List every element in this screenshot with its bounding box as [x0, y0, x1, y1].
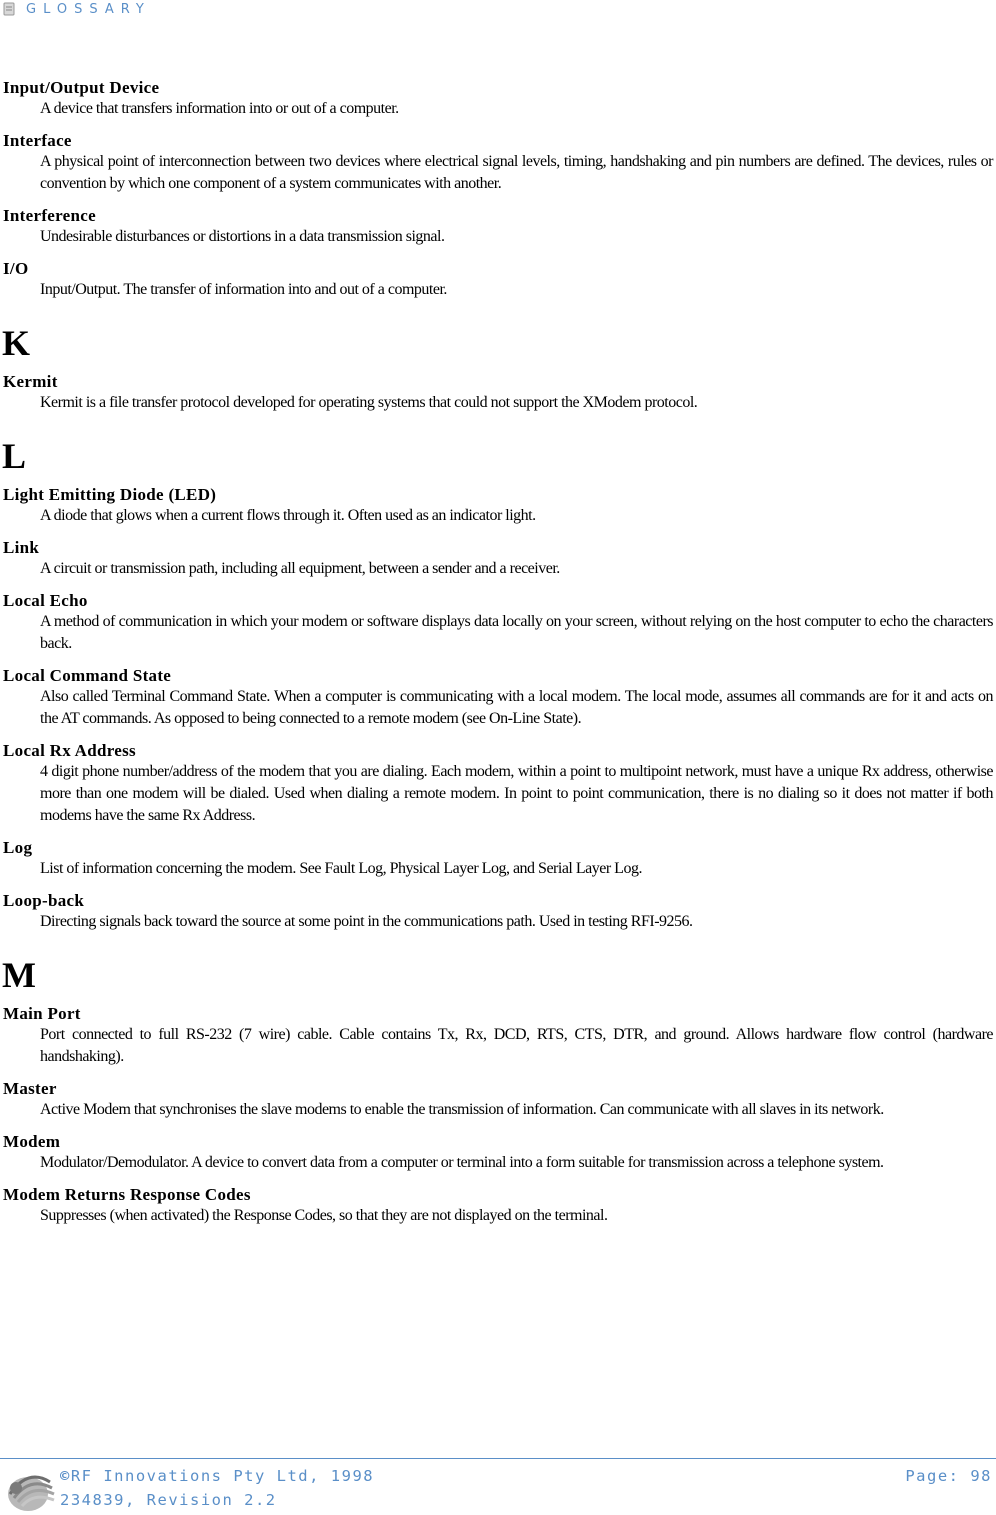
glossary-definition: Undesirable disturbances or distortions in a data transmission signal.: [40, 228, 445, 245]
glossary-definition: Directing signals back toward the source at some point in the communications path. Used in testing RFI-9256.: [40, 913, 693, 930]
glossary-definition: List of information concerning the modem. See Fault Log, Physical Layer Log, and Serial Layer Log.: [40, 860, 642, 877]
glossary-definition: Input/Output. The transfer of information into and out of a computer.: [40, 281, 447, 298]
glossary-term: Light Emitting Diode (LED): [3, 485, 217, 504]
footer-revision: 234839, Revision 2.2: [60, 1491, 277, 1509]
glossary-definition: Active Modem that synchronises the slave modems to enable the transmission of information. Can communicate with all slaves in its network.: [40, 1101, 884, 1118]
glossary-term: Input/Output Device: [3, 78, 160, 97]
glossary-term: Interface: [3, 131, 72, 150]
glossary-entry: [3, 666, 993, 730]
glossary-definition: Kermit is a file transfer protocol developed for operating systems that could not support the XModem protocol.: [40, 394, 698, 411]
glossary-definition: A physical point of interconnection between two devices where electrical signal levels, timing, handshaking and pin numbers are defined. The devices, rules or convention by which one component of a system communicates with another.: [40, 153, 993, 192]
glossary-entry: [3, 206, 993, 248]
section-letter-k: K: [2, 323, 31, 363]
glossary-term: Main Port: [3, 1004, 81, 1023]
page-header: [0, 0, 151, 18]
glossary-entry: [3, 1132, 993, 1174]
glossary-term: Log: [3, 838, 33, 857]
glossary-term: Local Command State: [3, 666, 172, 685]
glossary-entry: [3, 1185, 993, 1227]
page-number: Page: 98: [905, 1467, 992, 1485]
glossary-definition: Modulator/Demodulator. A device to convert data from a computer or terminal into a form suitable for transmission across a telephone system.: [40, 1154, 884, 1171]
page-footer: [0, 1462, 996, 1515]
section-letter-m: M: [2, 955, 36, 995]
glossary-entry: [3, 741, 993, 827]
glossary-entry: [3, 891, 993, 933]
glossary-term: Loop-back: [3, 891, 85, 910]
glossary-entry: [3, 372, 993, 414]
header-title: GLOSSARY: [26, 1, 151, 17]
glossary-entry: [3, 78, 993, 120]
glossary-entry: [3, 485, 993, 527]
glossary-entry: [3, 591, 993, 655]
page-icon: [2, 2, 16, 16]
glossary-definition: Port connected to full RS-232 (7 wire) cable. Cable contains Tx, Rx, DCD, RTS, CTS, DTR, and ground. Allows hardware flow control (hardware handshaking).: [40, 1026, 993, 1065]
glossary-entry: [3, 1079, 993, 1121]
footer-divider: [0, 1458, 996, 1459]
glossary-definition: A device that transfers information into or out of a computer.: [40, 100, 399, 117]
glossary-entry: [3, 1004, 993, 1068]
rf-innovations-logo: [4, 1464, 56, 1514]
glossary-entry: [3, 838, 993, 880]
section-letter-l: L: [2, 436, 27, 476]
glossary-definition: Also called Terminal Command State. When a computer is communicating with a local modem. The local mode, assumes all commands are for it and acts on the AT commands. As opposed to being connected to a remote modem (see On-Line State).: [40, 688, 993, 727]
glossary-term: Local Rx Address: [3, 741, 136, 760]
glossary-term: Modem: [3, 1132, 61, 1151]
glossary-entry: [3, 131, 993, 195]
glossary-definition: A circuit or transmission path, including all equipment, between a sender and a receiver.: [40, 560, 560, 577]
glossary-term: Kermit: [3, 372, 58, 391]
copyright-text: RF Innovations Pty Ltd, 1998: [70, 1467, 375, 1485]
glossary-entry: [3, 259, 993, 301]
glossary-definition: 4 digit phone number/address of the modem that you are dialing. Each modem, within a point to multipoint network, must have a unique Rx address, otherwise more than one modem will be dialed. Used when dialing a remote modem. In point to point communication, there is no dialing so it does not matter if both modems have the same Rx Address.: [40, 763, 993, 824]
glossary-term: Interference: [3, 206, 96, 225]
footer-copyright: [60, 1467, 374, 1485]
glossary-term: Master: [3, 1079, 57, 1098]
glossary-definition: A diode that glows when a current flows through it. Often used as an indicator light.: [40, 507, 536, 524]
glossary-content: [3, 78, 993, 1238]
glossary-term: I/O: [3, 259, 29, 278]
glossary-definition: Suppresses (when activated) the Response Codes, so that they are not displayed on the terminal.: [40, 1207, 608, 1224]
glossary-term: Modem Returns Response Codes: [3, 1185, 251, 1204]
copyright-symbol: ©: [60, 1467, 71, 1485]
glossary-term: Local Echo: [3, 591, 88, 610]
glossary-term: Link: [3, 538, 40, 557]
glossary-entry: [3, 538, 993, 580]
glossary-definition: A method of communication in which your modem or software displays data locally on your screen, without relying on the host computer to echo the characters back.: [40, 613, 993, 652]
